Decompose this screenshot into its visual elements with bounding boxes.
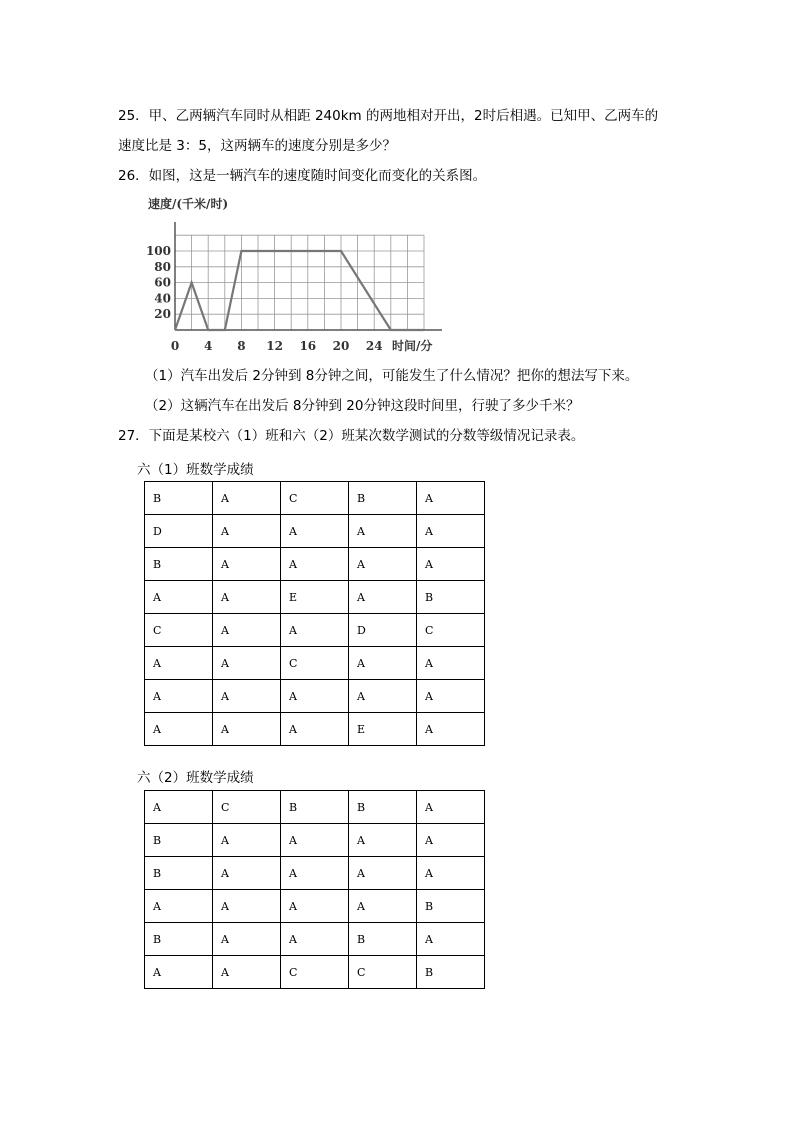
- grade-cell: A: [213, 923, 281, 956]
- grade-cell: B: [145, 482, 213, 515]
- table-row: [145, 647, 485, 680]
- grade-cell: E: [281, 581, 349, 614]
- grade-cell: C: [349, 956, 417, 989]
- y-tick-label: 60: [154, 275, 171, 290]
- table-row: [145, 548, 485, 581]
- grade-cell: A: [213, 680, 281, 713]
- y-tick-label: 20: [154, 307, 171, 322]
- grade-cell: B: [349, 482, 417, 515]
- grade-cell: A: [213, 581, 281, 614]
- y-tick-label: 80: [154, 259, 171, 274]
- grade-cell: C: [213, 791, 281, 824]
- grade-cell: C: [281, 647, 349, 680]
- grade-cell: A: [213, 713, 281, 746]
- grade-cell: A: [281, 890, 349, 923]
- x-tick-label: 24: [365, 339, 383, 353]
- grade-cell: A: [213, 548, 281, 581]
- grade-cell: A: [417, 515, 485, 548]
- grade-cell: C: [145, 614, 213, 647]
- x-tick-label: 12: [266, 339, 283, 353]
- grade-cell: A: [281, 680, 349, 713]
- table-row: [145, 680, 485, 713]
- grade-cell: A: [145, 647, 213, 680]
- grade-cell: A: [281, 548, 349, 581]
- grade-cell: B: [145, 857, 213, 890]
- table-row: [145, 515, 485, 548]
- speed-time-chart: [130, 190, 450, 360]
- grade-cell: A: [349, 647, 417, 680]
- grade-cell: B: [281, 791, 349, 824]
- x-tick-label: 0: [170, 339, 180, 353]
- q26-stem: 26．如图，这是一辆汽车的速度随时间变化而变化的关系图。: [118, 168, 487, 184]
- grade-cell: A: [281, 515, 349, 548]
- grade-cell: A: [213, 515, 281, 548]
- x-tick-label: 20: [332, 339, 350, 353]
- grade-cell: A: [349, 680, 417, 713]
- grade-cell: A: [145, 581, 213, 614]
- grade-cell: A: [213, 482, 281, 515]
- grade-cell: B: [417, 956, 485, 989]
- grade-cell: A: [417, 680, 485, 713]
- table-row: [145, 713, 485, 746]
- table-row: [145, 482, 485, 515]
- grade-cell: A: [417, 923, 485, 956]
- x-tick-label: 4: [204, 339, 213, 353]
- grade-cell: B: [145, 923, 213, 956]
- grade-cell: C: [417, 614, 485, 647]
- grade-cell: A: [145, 956, 213, 989]
- grade-cell: C: [281, 956, 349, 989]
- x-tick-label: 16: [299, 339, 317, 353]
- grade-cell: A: [349, 824, 417, 857]
- x-axis-label: 时间/分: [392, 339, 433, 353]
- grade-cell: A: [213, 890, 281, 923]
- table-row: [145, 791, 485, 824]
- q26-sub2: （2）这辆汽车在出发后 8分钟到 20分钟这段时间里，行驶了多少千米？: [145, 398, 580, 414]
- class1-table: [144, 481, 485, 746]
- grade-cell: A: [213, 647, 281, 680]
- grade-cell: A: [145, 791, 213, 824]
- grade-cell: A: [417, 548, 485, 581]
- grade-cell: A: [417, 647, 485, 680]
- q25-line1: 25．甲、乙两辆汽车同时从相距 240km 的两地相对开出，2时后相遇。已知甲、乙两车的: [118, 108, 659, 124]
- grade-cell: D: [349, 614, 417, 647]
- grade-cell: A: [281, 614, 349, 647]
- grade-cell: A: [213, 857, 281, 890]
- y-axis-label: 速度/(千米/时): [148, 197, 229, 211]
- grade-cell: E: [349, 713, 417, 746]
- table-row: [145, 956, 485, 989]
- table-row: [145, 857, 485, 890]
- grade-cell: A: [213, 956, 281, 989]
- y-tick-label: 100: [145, 244, 171, 258]
- grade-cell: A: [281, 857, 349, 890]
- table-row: [145, 824, 485, 857]
- grade-cell: A: [417, 857, 485, 890]
- class2-caption: 六（2）班数学成绩: [137, 770, 254, 786]
- grade-cell: A: [145, 680, 213, 713]
- grade-cell: A: [349, 515, 417, 548]
- grade-cell: A: [281, 824, 349, 857]
- grade-cell: A: [349, 857, 417, 890]
- table-row: [145, 614, 485, 647]
- grade-cell: A: [281, 713, 349, 746]
- grade-cell: A: [349, 581, 417, 614]
- grade-cell: A: [145, 890, 213, 923]
- grade-cell: B: [417, 890, 485, 923]
- q26-sub1: （1）汽车出发后 2分钟到 8分钟之间，可能发生了什么情况？把你的想法写下来。: [145, 368, 639, 384]
- grade-cell: A: [417, 791, 485, 824]
- grade-cell: B: [145, 548, 213, 581]
- grade-cell: B: [349, 923, 417, 956]
- grade-cell: A: [417, 824, 485, 857]
- grade-cell: D: [145, 515, 213, 548]
- grade-cell: B: [417, 581, 485, 614]
- q27-stem: 27．下面是某校六（1）班和六（2）班某次数学测试的分数等级情况记录表。: [118, 428, 585, 444]
- grade-cell: A: [213, 614, 281, 647]
- class1-caption: 六（1）班数学成绩: [137, 462, 254, 478]
- table-row: [145, 890, 485, 923]
- grade-cell: B: [349, 791, 417, 824]
- x-tick-label: 8: [237, 339, 246, 353]
- grade-cell: A: [349, 548, 417, 581]
- grade-cell: A: [417, 482, 485, 515]
- class2-table: [144, 790, 485, 989]
- grade-cell: C: [281, 482, 349, 515]
- grade-cell: A: [145, 713, 213, 746]
- q25-line2: 速度比是 3：5，这两辆车的速度分别是多少？: [118, 138, 396, 154]
- table-row: [145, 581, 485, 614]
- grade-cell: A: [417, 713, 485, 746]
- grade-cell: A: [281, 923, 349, 956]
- speed-line: [175, 251, 424, 330]
- table-row: [145, 923, 485, 956]
- y-tick-label: 40: [154, 291, 171, 306]
- grade-cell: A: [213, 824, 281, 857]
- grade-cell: B: [145, 824, 213, 857]
- grade-cell: A: [349, 890, 417, 923]
